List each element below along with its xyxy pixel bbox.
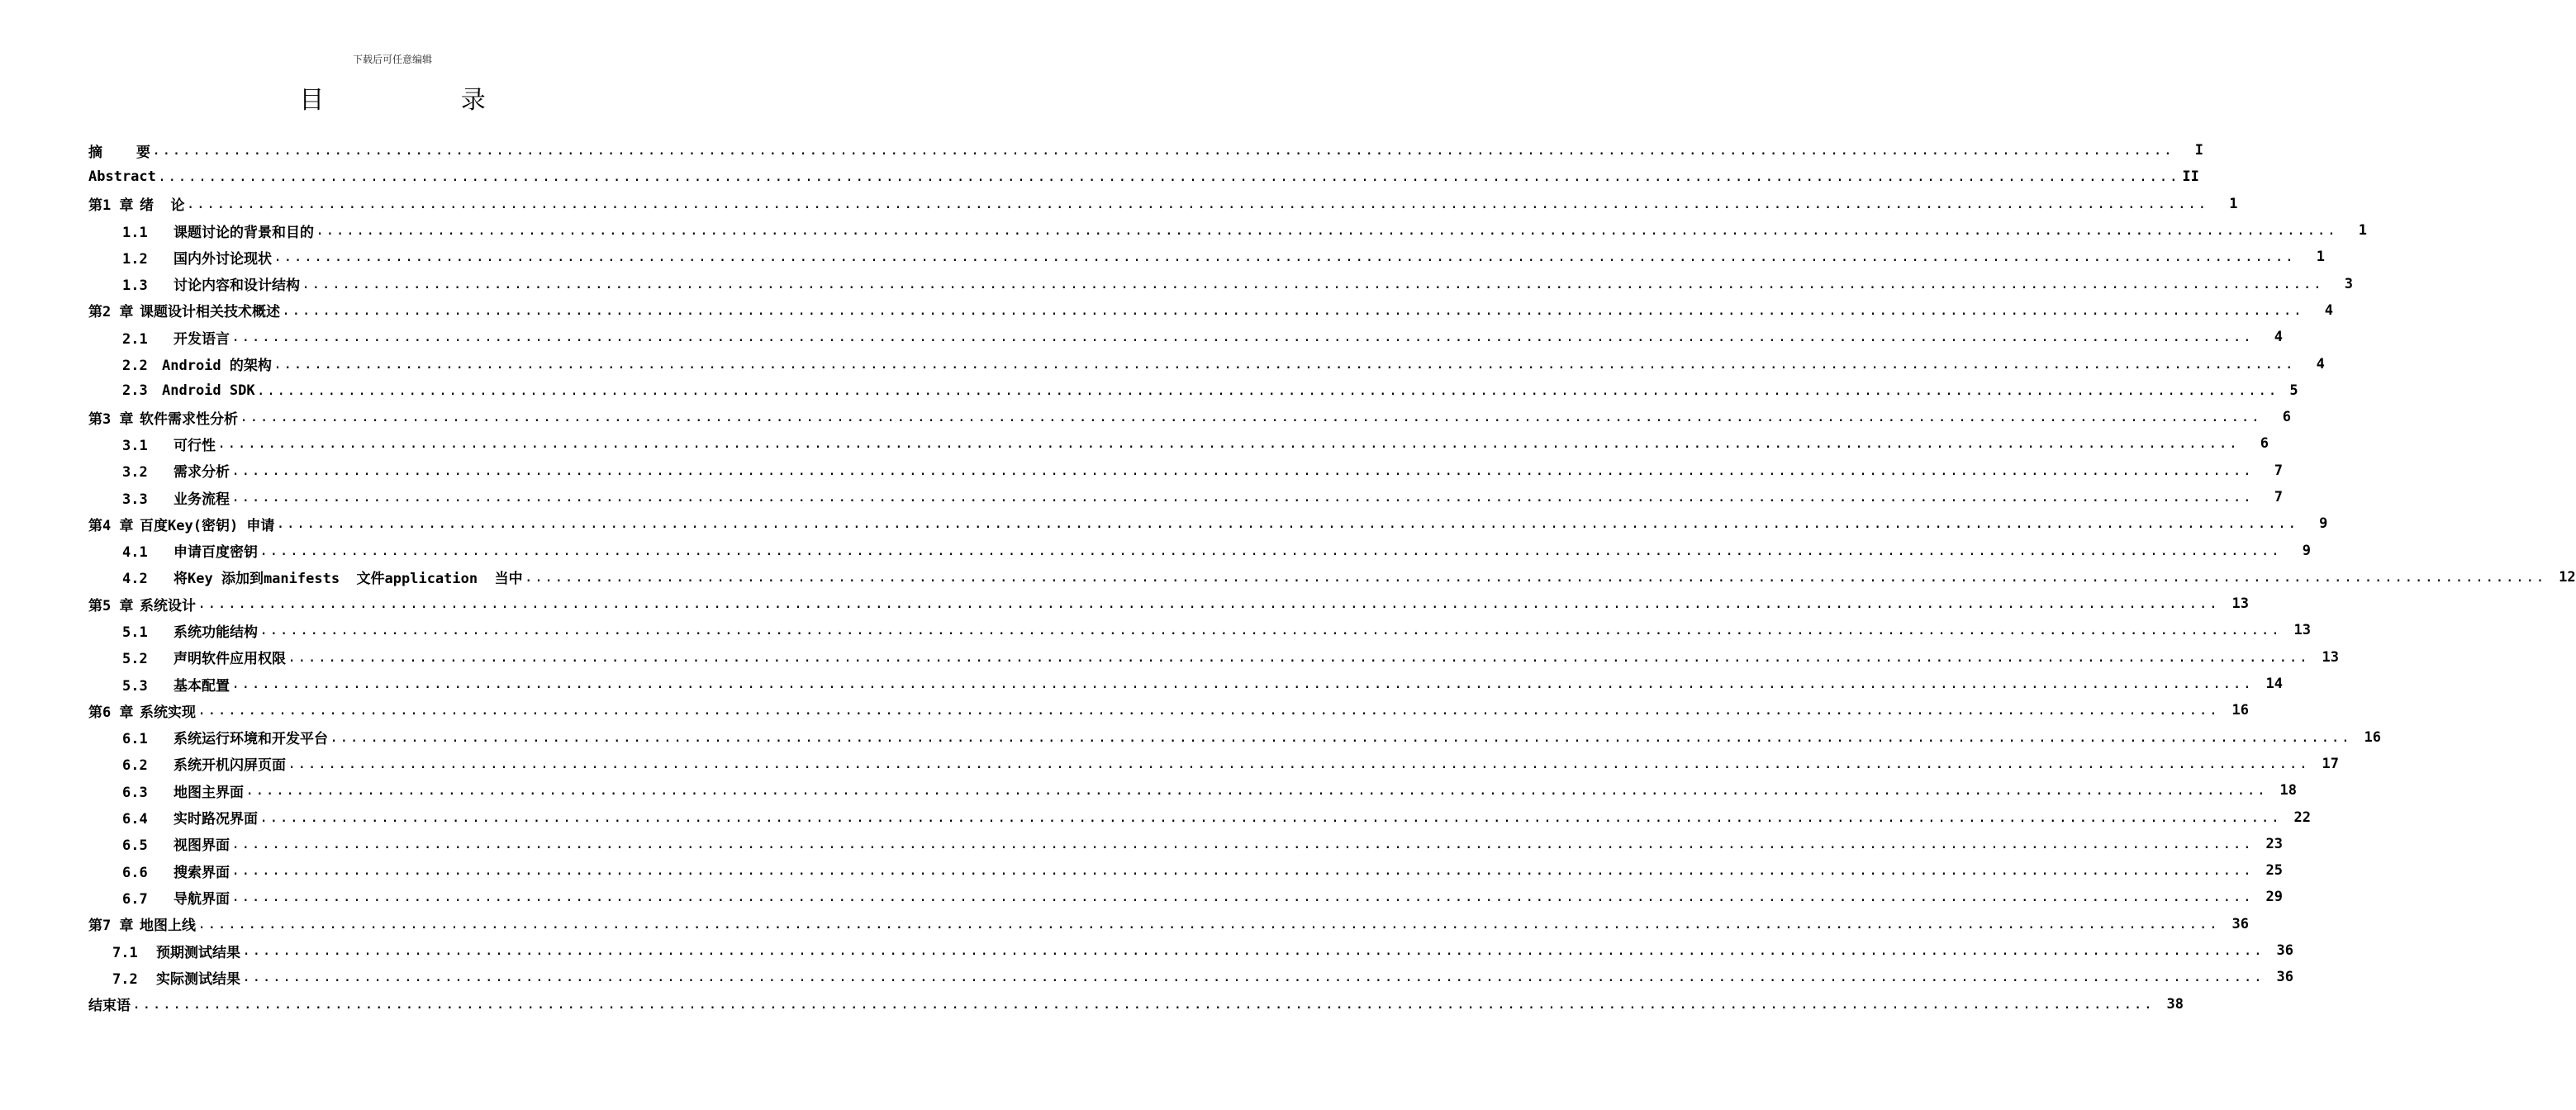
toc-entry[interactable] [88, 270, 2353, 296]
toc-entry[interactable] [88, 350, 2325, 377]
toc-entry-label [122, 540, 259, 561]
toc-entry-title: 系统运行环境和开发平台 [173, 731, 328, 748]
toc-entry-title: 系统设计 [140, 597, 196, 614]
toc-entry-title: 声明软件应用权限 [173, 651, 286, 668]
toc-entry[interactable] [88, 591, 2249, 617]
toc-entry-page: 4 [2324, 301, 2333, 319]
toc-entry-page: 16 [2364, 728, 2381, 746]
toc-entry-label [112, 967, 242, 988]
toc-entry-number: 3.3 [122, 491, 148, 508]
toc-entry-page: 14 [2265, 676, 2283, 693]
toc-entry-title: 地图上线 [140, 918, 196, 935]
toc-entry-title: 实际测试结果 [156, 970, 240, 988]
toc-leader-dots: ........................................................................................................................................................................................................ [276, 515, 2298, 533]
toc-leader-dots: ........................................................................................................................................................................................................ [151, 142, 2174, 159]
toc-entry-title: Android 的架构 [162, 358, 272, 375]
toc-entry-title: 地图主界面 [173, 784, 244, 801]
toc-entry-page: 36 [2276, 942, 2293, 960]
toc-entry-label [88, 994, 132, 1014]
toc-entry[interactable] [88, 297, 2333, 324]
toc-entry-label [88, 193, 186, 214]
toc-entry-number: 第1 章 [88, 197, 134, 215]
toc-entry-page: 17 [2322, 755, 2339, 772]
toc-entry-page: II [2182, 168, 2199, 186]
toc-leader-dots: ........................................................................................................................................................................................................ [259, 809, 2281, 826]
toc-entry-page: 18 [2279, 782, 2297, 799]
toc-entry-number: 第2 章 [88, 304, 134, 321]
toc-entry-number: 2.1 [122, 330, 148, 348]
toc-entry-number: 第4 章 [88, 517, 134, 534]
toc-entry-title: 结束语 [88, 998, 131, 1015]
toc-entry-label [122, 221, 316, 241]
toc-leader-dots: ........................................................................................................................................................................................................ [231, 489, 2253, 505]
toc-entry-number: 3.2 [122, 464, 148, 481]
toc-entry[interactable] [88, 751, 2339, 777]
toc-entry-label [122, 727, 330, 747]
toc-entry-page: 7 [2274, 489, 2283, 505]
page-title: 目 录 [299, 86, 550, 115]
toc-entry-page: 4 [2316, 355, 2325, 372]
toc-entry-label [122, 353, 273, 374]
toc-entry-label [122, 807, 259, 828]
toc-entry[interactable] [88, 324, 2283, 350]
toc-leader-dots: ........................................................................................................................................................................................................ [197, 915, 2219, 932]
toc-leader-dots: ........................................................................................................................................................................................................ [273, 355, 2295, 372]
toc-entry-page: 12 [2559, 568, 2576, 586]
toc-entry-label [122, 327, 231, 348]
header-note: 下载后可任意编辑 [352, 54, 432, 65]
toc-entry-page: 36 [2276, 969, 2293, 986]
toc-entry-page: 38 [2166, 995, 2184, 1013]
toc-entry-number: 6.4 [122, 811, 148, 828]
toc-entry-page: 16 [2231, 702, 2249, 719]
toc-leader-dots: ........................................................................................................................................................................................................ [259, 542, 2281, 559]
toc-entry-label [122, 273, 302, 294]
toc-leader-dots: ........................................................................................................................................................................................................ [256, 382, 2279, 399]
toc-entry-label [122, 382, 257, 399]
toc-leader-dots: ........................................................................................................................................................................................................ [132, 995, 2154, 1013]
toc-entry-title: 导航界面 [173, 890, 230, 908]
toc-entry-title: Abstract [88, 168, 156, 186]
toc-entry[interactable] [88, 857, 2283, 884]
toc-entry-title: 搜索界面 [173, 864, 230, 881]
toc-entry-title: 视图界面 [173, 837, 230, 855]
toc-entry-title: 百度Key(密钥) 申请 [140, 517, 275, 534]
toc-entry-title: 系统开机闪屏页面 [173, 757, 286, 775]
toc-entry[interactable] [88, 377, 2298, 404]
toc-leader-dots: ........................................................................................................................................................................................................ [231, 889, 2253, 906]
toc-leader-dots: ........................................................................................................................................................................................................ [231, 329, 2253, 346]
toc-entry-title: 摘 要 [88, 144, 150, 161]
toc-entry-page: 1 [2358, 222, 2367, 240]
toc-entry[interactable] [88, 217, 2367, 244]
toc-leader-dots: ........................................................................................................................................................................................................ [231, 862, 2253, 880]
toc-entry-number: 6.7 [122, 890, 148, 908]
toc-entry-page: 7 [2274, 462, 2283, 479]
toc-entry-title: 系统功能结构 [173, 624, 258, 641]
toc-leader-dots: ........................................................................................................................................................................................................ [197, 595, 2219, 613]
toc-leader-dots: ........................................................................................................................................................................................................ [217, 435, 2239, 453]
toc-entry[interactable] [88, 484, 2283, 510]
toc-entry-page: 22 [2293, 809, 2311, 826]
toc-entry[interactable] [88, 964, 2293, 990]
toc-leader-dots: ........................................................................................................................................................................................................ [242, 942, 2264, 960]
toc-entry-label [122, 780, 245, 801]
toc-entry[interactable] [88, 937, 2293, 964]
toc-entry[interactable] [88, 911, 2249, 937]
toc-leader-dots: ........................................................................................................................................................................................................ [231, 676, 2253, 693]
toc-entry[interactable] [88, 510, 2328, 537]
toc-entry-label [122, 833, 231, 854]
toc-entry-label [88, 594, 197, 614]
toc-entry[interactable] [88, 884, 2283, 910]
toc-entry-page: 36 [2231, 915, 2249, 932]
toc-entry[interactable] [88, 404, 2291, 430]
toc-entry-page: 9 [2302, 542, 2311, 559]
toc-leader-dots: ........................................................................................................................................................................................................ [330, 728, 2351, 746]
toc-entry-number: 2.2 [122, 358, 148, 375]
toc-entry[interactable] [88, 564, 2576, 591]
toc-entry-label [122, 647, 288, 667]
toc-leader-dots: ........................................................................................................................................................................................................ [242, 969, 2264, 986]
toc-entry[interactable] [88, 697, 2249, 723]
toc-entry-number: 7.2 [112, 970, 138, 988]
toc-entry-number: 5.2 [122, 651, 148, 668]
toc-entry-page: 13 [2293, 622, 2311, 639]
toc-entry-page: 25 [2265, 862, 2283, 880]
toc-entry-page: 4 [2274, 329, 2283, 346]
toc-entry-title: 开发语言 [173, 330, 230, 348]
toc-entry-page: 13 [2231, 595, 2249, 613]
toc-leader-dots: ........................................................................................................................................................................................................ [259, 622, 2281, 639]
toc-entry-label [88, 514, 276, 534]
toc-leader-dots: ........................................................................................................................................................................................................ [282, 301, 2303, 319]
toc-entry-label [88, 300, 282, 320]
toc-leader-dots: ........................................................................................................................................................................................................ [157, 168, 2179, 186]
toc-entry-label [122, 887, 231, 908]
toc-entry[interactable] [88, 537, 2311, 563]
toc-leader-dots: ........................................................................................................................................................................................................ [197, 702, 2219, 719]
toc-entry[interactable] [88, 777, 2297, 804]
toc-entry-title: 绪 论 [140, 197, 185, 215]
toc-entry-label [122, 434, 217, 454]
toc-entry-title: 业务流程 [173, 491, 230, 508]
toc-entry-number: 6.2 [122, 757, 148, 775]
toc-entry-page: 23 [2265, 835, 2283, 852]
toc-entry-title: 课题讨论的背景和目的 [173, 224, 314, 241]
toc-entry-title: 讨论内容和设计结构 [173, 278, 300, 295]
toc-entry[interactable] [88, 831, 2283, 857]
toc-entry-title: 课题设计相关技术概述 [140, 304, 280, 321]
toc-entry-number: 5.1 [122, 624, 148, 641]
toc-entry[interactable] [88, 458, 2283, 484]
toc-entry-number: 1.2 [122, 250, 148, 268]
toc-entry[interactable] [88, 137, 2203, 164]
toc-entry-title: 可行性 [173, 437, 216, 454]
toc-leader-dots: ........................................................................................................................................................................................................ [316, 222, 2337, 240]
toc-entry-number: 第3 章 [88, 410, 134, 428]
toc-entry-number: 1.1 [122, 224, 148, 241]
toc-entry-label [88, 700, 197, 721]
toc-entry-title: 申请百度密钥 [173, 544, 258, 562]
toc-entry-page: 1 [2316, 249, 2325, 266]
toc-entry-label [122, 567, 525, 587]
toc-entry[interactable] [88, 671, 2283, 697]
toc-entry-title: 系统实现 [140, 704, 196, 721]
toc-entry-number: 7.1 [112, 944, 138, 961]
toc-leader-dots: ........................................................................................................................................................................................................ [524, 568, 2546, 586]
toc-entry-label [122, 620, 259, 641]
table-of-contents [88, 137, 2576, 1017]
toc-entry-number: 4.2 [122, 571, 148, 588]
toc-entry-number: 6.3 [122, 784, 148, 801]
toc-leader-dots: ........................................................................................................................................................................................................ [240, 409, 2261, 426]
toc-entry-page: 5 [2289, 382, 2298, 399]
toc-entry[interactable] [88, 164, 2199, 190]
toc-entry-title: 将Key 添加到manifests 文件application 当中 [173, 571, 523, 588]
toc-entry-label [88, 913, 197, 934]
toc-entry-label [122, 861, 231, 881]
toc-entry-number: 第6 章 [88, 704, 134, 721]
toc-entry-label [122, 674, 231, 695]
toc-entry-label [122, 460, 231, 481]
toc-entry-page: 1 [2229, 195, 2238, 212]
toc-entry-page: I [2194, 142, 2203, 159]
toc-entry-number: 4.1 [122, 544, 148, 562]
toc-entry-title: 国内外讨论现状 [173, 250, 272, 268]
toc-leader-dots: ........................................................................................................................................................................................................ [302, 275, 2323, 292]
toc-entry[interactable] [88, 644, 2339, 671]
toc-entry-label [122, 247, 273, 268]
toc-entry-label [88, 140, 152, 161]
toc-entry-label [122, 487, 231, 508]
toc-leader-dots: ........................................................................................................................................................................................................ [186, 195, 2208, 212]
toc-leader-dots: ........................................................................................................................................................................................................ [245, 782, 2267, 799]
toc-entry-number: 第7 章 [88, 918, 134, 935]
toc-entry[interactable] [88, 617, 2311, 643]
toc-entry-title: 软件需求性分析 [140, 410, 238, 428]
toc-entry[interactable] [88, 430, 2269, 457]
toc-entry-page: 6 [2282, 409, 2291, 426]
toc-entry-page: 9 [2319, 515, 2328, 533]
toc-entry-number: 第5 章 [88, 597, 134, 614]
toc-entry-page: 3 [2344, 275, 2353, 292]
toc-leader-dots: ........................................................................................................................................................................................................ [288, 648, 2309, 666]
toc-entry-number: 1.3 [122, 278, 148, 295]
toc-entry-label [122, 753, 288, 774]
toc-entry-number: 6.6 [122, 864, 148, 881]
toc-entry-title: 实时路况界面 [173, 811, 258, 828]
toc-entry[interactable] [88, 191, 2238, 217]
toc-entry-page: 13 [2322, 648, 2339, 666]
toc-entry[interactable] [88, 991, 2184, 1017]
toc-leader-dots: ........................................................................................................................................................................................................ [273, 249, 2295, 266]
toc-entry-title: 需求分析 [173, 464, 230, 481]
toc-entry-label [112, 941, 242, 961]
toc-entry-page: 6 [2260, 435, 2269, 453]
toc-entry-page: 29 [2265, 889, 2283, 906]
toc-entry-number: 6.5 [122, 837, 148, 855]
toc-entry-number: 2.3 [122, 382, 148, 399]
toc-entry[interactable] [88, 244, 2325, 270]
toc-entry-number: 6.1 [122, 731, 148, 748]
toc-leader-dots: ........................................................................................................................................................................................................ [288, 755, 2309, 772]
toc-entry[interactable] [88, 804, 2311, 830]
toc-entry[interactable] [88, 724, 2381, 751]
toc-entry-label [88, 168, 158, 185]
toc-leader-dots: ........................................................................................................................................................................................................ [231, 835, 2253, 852]
toc-entry-title: 基本配置 [173, 677, 230, 695]
toc-entry-title: 预期测试结果 [156, 944, 240, 961]
toc-entry-label [88, 407, 240, 428]
toc-entry-number: 3.1 [122, 437, 148, 454]
toc-entry-number: 5.3 [122, 677, 148, 695]
toc-leader-dots: ........................................................................................................................................................................................................ [231, 462, 2253, 479]
toc-entry-title: Android SDK [162, 382, 255, 399]
